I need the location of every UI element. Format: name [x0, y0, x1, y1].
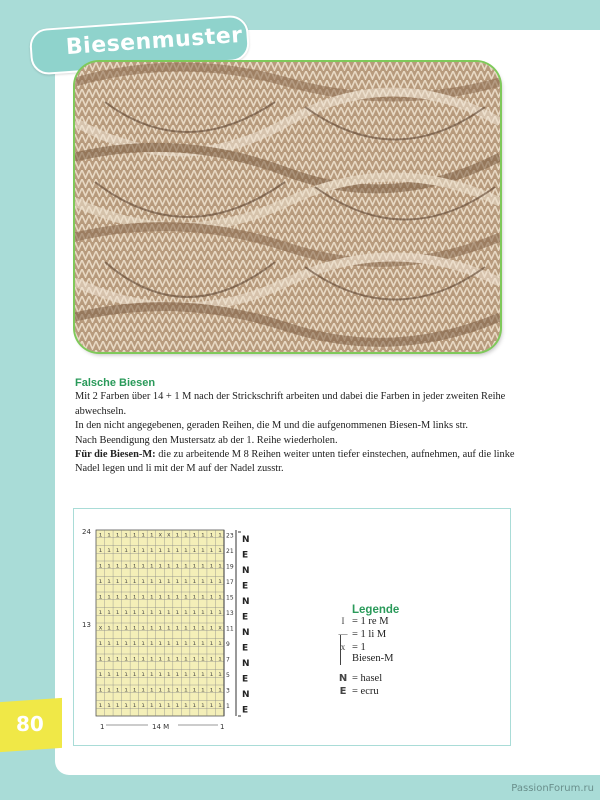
- chart-knit-mark: ı: [98, 577, 103, 585]
- chart-knit-mark: ı: [149, 655, 154, 663]
- chart-knit-mark: ı: [149, 562, 154, 570]
- chart-knit-mark: ı: [158, 639, 163, 647]
- chart-knit-mark: ı: [167, 701, 171, 709]
- chart-knit-mark: ı: [158, 670, 163, 678]
- chart-knit-mark: ı: [209, 593, 214, 601]
- chart-knit-mark: ı: [192, 608, 197, 616]
- chart-knit-mark: ı: [107, 593, 111, 601]
- page-number-tab: [0, 698, 62, 752]
- chart-knit-mark: ı: [98, 701, 103, 709]
- chart-knit-mark: ı: [167, 624, 171, 632]
- chart-knit-mark: ı: [124, 686, 128, 694]
- chart-knit-mark: ı: [201, 624, 205, 632]
- chart-knit-mark: ı: [158, 686, 163, 694]
- chart-color-code: N: [242, 627, 250, 638]
- legend-color-hasel: [330, 673, 399, 686]
- chart-color-code: E: [242, 581, 249, 592]
- chart-color-code: E: [242, 643, 249, 654]
- page-title: Biesenmuster: [65, 22, 244, 61]
- chart-knit-mark: ı: [192, 670, 197, 678]
- chart-knit-mark: ı: [98, 608, 103, 616]
- chart-knit-mark: ı: [167, 608, 171, 616]
- chart-knit-mark: ı: [175, 531, 180, 539]
- chart-knit-mark: ı: [175, 577, 180, 585]
- biesen-symbol-icon: x: [340, 642, 346, 652]
- chart-row-number: 13: [226, 609, 234, 617]
- chart-bottom-left: 1: [100, 723, 105, 731]
- chart-knit-mark: ı: [107, 531, 111, 539]
- chart-knit-mark: ı: [192, 639, 197, 647]
- chart-knit-mark: ı: [141, 577, 146, 585]
- chart-bottom-right: 1: [220, 723, 225, 731]
- chart-row-number: 15: [226, 594, 234, 602]
- chart-row-number: 23: [226, 532, 234, 540]
- chart-knit-mark: ı: [209, 670, 214, 678]
- chart-knit-mark: ı: [175, 639, 180, 647]
- color-code-n: N: [338, 673, 348, 684]
- chart-knit-mark: ı: [218, 670, 222, 678]
- chart-knit-mark: ı: [218, 686, 222, 694]
- legend-text-hasel: = hasel: [352, 673, 383, 684]
- chart-knit-mark: ı: [167, 562, 171, 570]
- chart-knit-mark: ı: [201, 670, 205, 678]
- chart-knit-mark: ı: [107, 624, 111, 632]
- chart-color-code: E: [242, 612, 249, 623]
- chart-knit-mark: ı: [98, 686, 103, 694]
- chart-knit-mark: ı: [132, 531, 137, 539]
- chart-knit-mark: ı: [184, 701, 188, 709]
- chart-knit-mark: ı: [124, 624, 128, 632]
- chart-knit-mark: ı: [98, 655, 103, 663]
- chart-knit-mark: ı: [141, 546, 146, 554]
- knitting-chart: [82, 522, 250, 734]
- chart-mid-label: 13: [82, 621, 91, 629]
- watermark: PassionForum.ru: [511, 783, 594, 794]
- tuck-line-icon: [340, 635, 341, 665]
- chart-knit-mark: ı: [107, 608, 111, 616]
- chart-knit-mark: ı: [132, 670, 137, 678]
- legend-text-biesen: = 1 Biesen-M: [352, 642, 394, 664]
- chart-knit-mark: ı: [158, 655, 163, 663]
- chart-knit-mark: ı: [218, 531, 222, 539]
- chart-knit-mark: ı: [167, 639, 171, 647]
- purl-symbol-icon: —: [338, 629, 348, 639]
- chart-knit-mark: ı: [115, 686, 120, 694]
- chart-knit-mark: ı: [184, 593, 188, 601]
- chart-knit-mark: ı: [132, 624, 137, 632]
- chart-knit-mark: ı: [201, 577, 205, 585]
- chart-knit-mark: ı: [158, 546, 163, 554]
- chart-row-number: 21: [226, 547, 234, 555]
- chart-knit-mark: ı: [132, 562, 137, 570]
- legend-text-knit: = 1 re M: [352, 616, 389, 627]
- chart-knit-mark: ı: [115, 562, 120, 570]
- chart-knit-mark: ı: [158, 608, 163, 616]
- chart-knit-mark: ı: [149, 639, 154, 647]
- chart-knit-mark: ı: [192, 577, 197, 585]
- chart-bottom-width: 14 M: [152, 723, 170, 731]
- instruction-line-1: Mit 2 Farben über 14 + 1 M nach der Strickschrift arbeiten und dabei die Farben in jeder zweiten Reihe abwechseln.: [75, 391, 506, 417]
- chart-knit-mark: ı: [115, 655, 120, 663]
- chart-row-number: 1: [226, 702, 230, 710]
- chart-knit-mark: ı: [201, 655, 205, 663]
- chart-knit-mark: ı: [124, 608, 128, 616]
- chart-top-label: 24: [82, 528, 91, 536]
- chart-knit-mark: ı: [201, 686, 205, 694]
- chart-knit-mark: ı: [158, 577, 163, 585]
- chart-knit-mark: ı: [209, 577, 214, 585]
- chart-knit-mark: ı: [98, 562, 103, 570]
- chart-knit-mark: ı: [175, 670, 180, 678]
- legend-text-ecru: = ecru: [352, 686, 379, 697]
- chart-knit-mark: ı: [98, 639, 103, 647]
- chart-knit-mark: ı: [107, 577, 111, 585]
- chart-knit-mark: ı: [158, 593, 163, 601]
- chart-knit-mark: ı: [158, 624, 163, 632]
- color-code-e: E: [339, 686, 347, 697]
- chart-knit-mark: ı: [141, 686, 146, 694]
- chart-knit-mark: ı: [141, 531, 146, 539]
- chart-knit-mark: ı: [209, 686, 214, 694]
- chart-knit-mark: ı: [184, 670, 188, 678]
- chart-knit-mark: ı: [184, 577, 188, 585]
- chart-knit-mark: ı: [192, 655, 197, 663]
- chart-row-number: 5: [226, 671, 230, 679]
- chart-knit-mark: ı: [115, 546, 120, 554]
- chart-row-number: 11: [226, 625, 234, 633]
- chart-row-number: 19: [226, 563, 234, 571]
- chart-biesen-mark: x: [167, 531, 171, 539]
- chart-knit-mark: ı: [115, 639, 120, 647]
- chart-knit-mark: ı: [218, 546, 222, 554]
- chart-row-number: 9: [226, 640, 230, 648]
- chart-knit-mark: ı: [218, 593, 222, 601]
- chart-color-code: N: [242, 534, 250, 545]
- chart-knit-mark: ı: [141, 593, 146, 601]
- legend-title: Legende: [352, 604, 400, 616]
- chart-biesen-mark: x: [98, 624, 103, 632]
- chart-knit-mark: ı: [158, 701, 163, 709]
- chart-knit-mark: ı: [192, 701, 197, 709]
- biesen-text: die zu arbeitende M 8 Reihen weiter unten tiefer einstechen, aufnehmen, auf die linke Nadel legen und li mit der M auf der Nadel zusstr.: [75, 449, 515, 475]
- chart-knit-mark: ı: [107, 670, 111, 678]
- legend-spacer: [330, 655, 399, 673]
- chart-knit-mark: ı: [115, 577, 120, 585]
- knitting-photo: [75, 62, 500, 352]
- chart-knit-mark: ı: [192, 562, 197, 570]
- chart-knit-mark: ı: [218, 701, 222, 709]
- chart-knit-mark: ı: [149, 593, 154, 601]
- chart-knit-mark: ı: [201, 593, 205, 601]
- chart-biesen-mark: x: [158, 531, 163, 539]
- chart-knit-mark: ı: [98, 546, 103, 554]
- chart-knit-mark: ı: [124, 562, 128, 570]
- legend: [330, 604, 399, 699]
- legend-text-purl: = 1 li M: [352, 629, 387, 640]
- chart-knit-mark: ı: [184, 608, 188, 616]
- chart-knit-mark: ı: [184, 686, 188, 694]
- chart-knit-mark: ı: [167, 670, 171, 678]
- chart-knit-mark: ı: [98, 670, 103, 678]
- chart-knit-mark: ı: [132, 686, 137, 694]
- chart-knit-mark: ı: [141, 562, 146, 570]
- chart-knit-mark: ı: [192, 546, 197, 554]
- pattern-description: [75, 376, 515, 477]
- chart-knit-mark: ı: [149, 686, 154, 694]
- chart-knit-mark: ı: [149, 531, 154, 539]
- biesen-label: Für die Biesen-M:: [75, 449, 156, 461]
- legend-color-ecru: [330, 686, 399, 699]
- instruction-line-2: In den nicht angegebenen, geraden Reihen, die M und die aufgenommenen Biesen-M links str.: [75, 420, 469, 432]
- chart-knit-mark: ı: [124, 639, 128, 647]
- chart-knit-mark: ı: [115, 531, 120, 539]
- chart-knit-mark: ı: [107, 686, 111, 694]
- chart-color-code: N: [242, 689, 250, 700]
- chart-knit-mark: ı: [107, 701, 111, 709]
- chart-knit-mark: ı: [167, 546, 171, 554]
- chart-color-code: E: [242, 674, 249, 685]
- chart-knit-mark: ı: [167, 655, 171, 663]
- chart-knit-mark: ı: [158, 562, 163, 570]
- chart-knit-mark: ı: [218, 639, 222, 647]
- chart-knit-mark: ı: [201, 701, 205, 709]
- chart-knit-mark: ı: [107, 562, 111, 570]
- chart-knit-mark: ı: [107, 639, 111, 647]
- chart-color-code: N: [242, 658, 250, 669]
- chart-knit-mark: ı: [167, 577, 171, 585]
- chart-knit-mark: ı: [209, 608, 214, 616]
- chart-knit-mark: ı: [124, 593, 128, 601]
- chart-knit-mark: ı: [115, 670, 120, 678]
- chart-knit-mark: ı: [149, 546, 154, 554]
- chart-knit-mark: ı: [107, 655, 111, 663]
- chart-color-code: N: [242, 596, 250, 607]
- chart-knit-mark: ı: [167, 686, 171, 694]
- chart-knit-mark: ı: [209, 546, 214, 554]
- chart-knit-mark: ı: [124, 701, 128, 709]
- chart-knit-mark: ı: [167, 593, 171, 601]
- chart-knit-mark: ı: [192, 593, 197, 601]
- chart-knit-mark: ı: [184, 655, 188, 663]
- chart-knit-mark: ı: [141, 701, 146, 709]
- chart-knit-mark: ı: [209, 562, 214, 570]
- chart-knit-mark: ı: [115, 624, 120, 632]
- chart-knit-mark: ı: [201, 562, 205, 570]
- chart-row-number: 7: [226, 656, 230, 664]
- chart-color-code: N: [242, 565, 250, 576]
- chart-knit-mark: ı: [184, 624, 188, 632]
- chart-knit-mark: ı: [175, 562, 180, 570]
- chart-knit-mark: ı: [132, 577, 137, 585]
- chart-knit-mark: ı: [201, 639, 205, 647]
- chart-knit-mark: ı: [149, 701, 154, 709]
- chart-knit-mark: ı: [115, 608, 120, 616]
- chart-knit-mark: ı: [124, 655, 128, 663]
- chart-knit-mark: ı: [175, 686, 180, 694]
- chart-knit-mark: ı: [201, 608, 205, 616]
- chart-knit-mark: ı: [209, 655, 214, 663]
- chart-knit-mark: ı: [132, 639, 137, 647]
- chart-knit-mark: ı: [209, 624, 214, 632]
- chart-knit-mark: ı: [132, 608, 137, 616]
- chart-knit-mark: ı: [175, 624, 180, 632]
- chart-knit-mark: ı: [124, 670, 128, 678]
- chart-knit-mark: ı: [132, 701, 137, 709]
- chart-row-number: 17: [226, 578, 234, 586]
- chart-knit-mark: ı: [141, 670, 146, 678]
- chart-knit-mark: ı: [209, 639, 214, 647]
- chart-knit-mark: ı: [201, 531, 205, 539]
- instruction-biesen: [75, 448, 515, 477]
- chart-knit-mark: ı: [218, 655, 222, 663]
- chart-biesen-mark: x: [218, 624, 222, 632]
- chart-knit-mark: ı: [149, 577, 154, 585]
- page-number: 80: [16, 712, 44, 737]
- chart-knit-mark: ı: [175, 593, 180, 601]
- chart-color-code: E: [242, 705, 249, 716]
- chart-knit-mark: ı: [184, 562, 188, 570]
- chart-knit-mark: ı: [184, 531, 188, 539]
- chart-knit-mark: ı: [141, 639, 146, 647]
- chart-knit-mark: ı: [124, 531, 128, 539]
- instruction-line-3: Nach Beendigung den Mustersatz ab der 1. Reihe wiederholen.: [75, 434, 338, 446]
- chart-knit-mark: ı: [132, 546, 137, 554]
- pattern-heading: Falsche Biesen: [75, 377, 156, 389]
- chart-knit-mark: ı: [192, 531, 197, 539]
- chart-knit-mark: ı: [107, 546, 111, 554]
- chart-color-code: E: [242, 550, 249, 561]
- chart-knit-mark: ı: [184, 639, 188, 647]
- chart-knit-mark: ı: [218, 562, 222, 570]
- chart-knit-mark: ı: [124, 577, 128, 585]
- chart-knit-mark: ı: [149, 608, 154, 616]
- chart-knit-mark: ı: [98, 531, 103, 539]
- chart-knit-mark: ı: [175, 701, 180, 709]
- chart-knit-mark: ı: [201, 546, 205, 554]
- chart-knit-mark: ı: [184, 546, 188, 554]
- chart-knit-mark: ı: [175, 655, 180, 663]
- chart-knit-mark: ı: [132, 655, 137, 663]
- chart-knit-mark: ı: [209, 531, 214, 539]
- chart-knit-mark: ı: [115, 593, 120, 601]
- chart-knit-mark: ı: [115, 701, 120, 709]
- chart-knit-mark: ı: [192, 624, 197, 632]
- knit-symbol-icon: I: [341, 616, 345, 626]
- chart-knit-mark: ı: [132, 593, 137, 601]
- chart-knit-mark: ı: [141, 608, 146, 616]
- chart-knit-mark: ı: [141, 655, 146, 663]
- chart-knit-mark: ı: [98, 593, 103, 601]
- legend-item-knit: [330, 616, 399, 629]
- chart-knit-mark: ı: [141, 624, 146, 632]
- chart-row-number: 3: [226, 687, 230, 695]
- chart-knit-mark: ı: [218, 608, 222, 616]
- chart-knit-mark: ı: [149, 624, 154, 632]
- chart-knit-mark: ı: [209, 701, 214, 709]
- chart-knit-mark: ı: [192, 686, 197, 694]
- chart-knit-mark: ı: [218, 577, 222, 585]
- chart-knit-mark: ı: [175, 546, 180, 554]
- chart-knit-mark: ı: [149, 670, 154, 678]
- chart-knit-mark: ı: [175, 608, 180, 616]
- chart-knit-mark: ı: [124, 546, 128, 554]
